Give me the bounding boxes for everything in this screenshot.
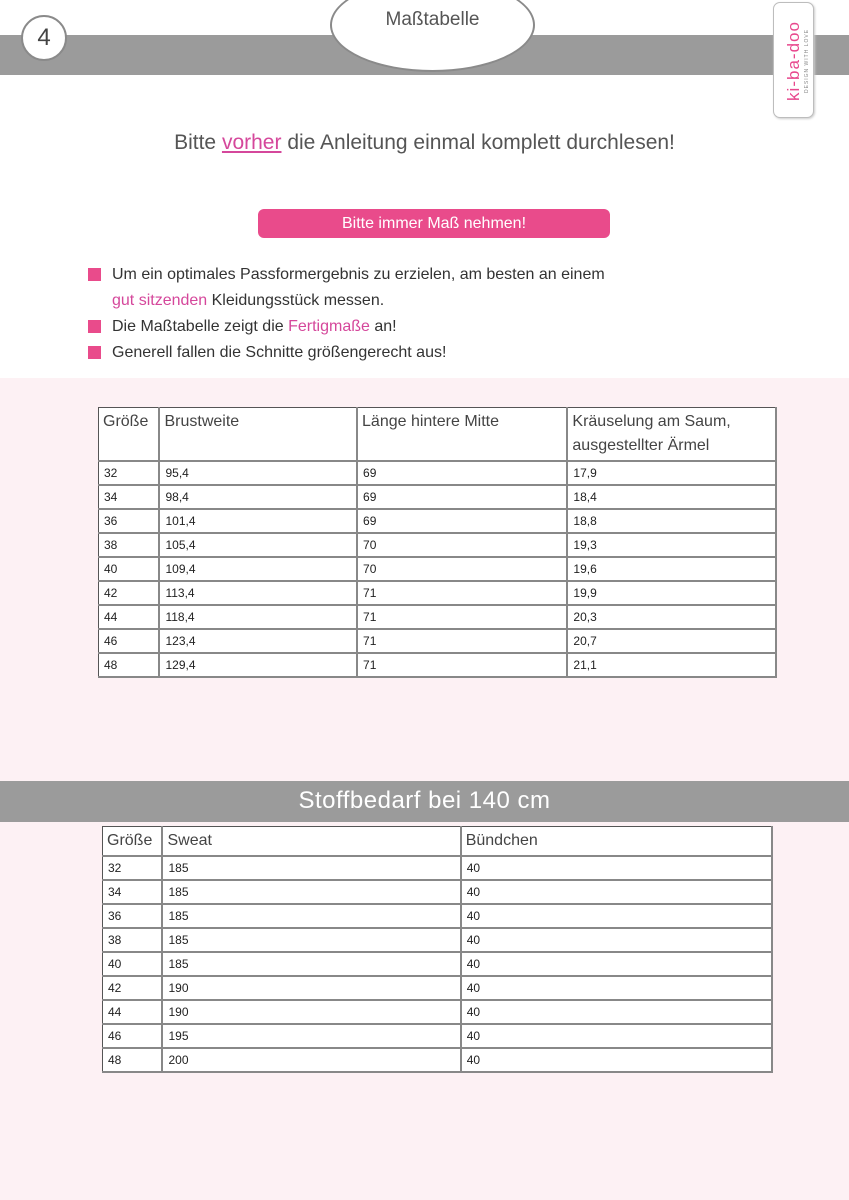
table-cell: 105,4	[159, 533, 357, 557]
intro-highlight: vorher	[221, 131, 282, 154]
column-header: Kräuselung am Saum, ausgestellter Ärmel	[567, 408, 776, 462]
table-cell: 71	[357, 653, 567, 677]
table-cell: 190	[162, 1000, 460, 1024]
table-cell: 70	[357, 533, 567, 557]
table-row	[103, 928, 773, 952]
column-header: Brustweite	[159, 408, 357, 462]
table-cell: 185	[162, 928, 460, 952]
table-cell: 44	[99, 605, 160, 629]
bullet-item: Um ein optimales Passformergebnis zu erzielen, am besten an einem gut sitzenden Kleidungsstück messen.	[88, 262, 605, 314]
table-row	[99, 629, 777, 653]
measure-reminder-pill: Bitte immer Maß nehmen!	[258, 209, 610, 238]
brand-logo	[773, 2, 814, 118]
column-header: Bündchen	[461, 827, 772, 857]
table-cell: 40	[461, 928, 772, 952]
page-title: Maßtabelle	[385, 9, 480, 30]
table-row	[103, 952, 773, 976]
table-cell: 48	[103, 1048, 163, 1072]
table-row	[103, 880, 773, 904]
table-cell: 40	[461, 856, 772, 880]
logo-text: ki-ba-doo	[784, 21, 803, 101]
column-header: Größe	[99, 408, 160, 462]
table-cell: 46	[103, 1024, 163, 1048]
table-row	[103, 904, 773, 928]
table-cell: 190	[162, 976, 460, 1000]
table-cell: 18,4	[567, 485, 776, 509]
table-cell: 19,3	[567, 533, 776, 557]
table-cell: 44	[103, 1000, 163, 1024]
table-cell: 20,3	[567, 605, 776, 629]
table-cell: 40	[461, 904, 772, 928]
table-row	[99, 485, 777, 509]
fabric-table	[102, 826, 773, 1073]
table-cell: 185	[162, 904, 460, 928]
table-cell: 17,9	[567, 461, 776, 485]
table-cell: 20,7	[567, 629, 776, 653]
bullet-item: Die Maßtabelle zeigt die Fertigmaße an!	[88, 314, 605, 340]
table-cell: 70	[357, 557, 567, 581]
table-cell: 98,4	[159, 485, 357, 509]
table-cell: 185	[162, 952, 460, 976]
table-cell: 21,1	[567, 653, 776, 677]
intro-sentence	[0, 131, 849, 155]
logo-tagline: DESIGN WITH LOVE	[804, 28, 810, 94]
pink-square-icon	[88, 346, 101, 359]
table-row	[99, 509, 777, 533]
table-cell: 40	[461, 1000, 772, 1024]
table-cell: 19,6	[567, 557, 776, 581]
table-cell: 48	[99, 653, 160, 677]
table-row	[99, 581, 777, 605]
bullet-highlight: gut sitzenden	[112, 292, 208, 309]
table-cell: 129,4	[159, 653, 357, 677]
table-cell: 69	[357, 461, 567, 485]
table-row	[103, 976, 773, 1000]
table-cell: 195	[162, 1024, 460, 1048]
table-cell: 185	[162, 880, 460, 904]
page-number: 4	[21, 15, 67, 61]
table-row	[99, 461, 777, 485]
table-cell: 71	[357, 581, 567, 605]
table-cell: 19,9	[567, 581, 776, 605]
table-cell: 40	[99, 557, 160, 581]
pink-square-icon	[88, 268, 101, 281]
table-cell: 40	[103, 952, 163, 976]
table-cell: 118,4	[159, 605, 357, 629]
column-header: Größe	[103, 827, 163, 857]
table-cell: 101,4	[159, 509, 357, 533]
table-row	[99, 557, 777, 581]
table-cell: 34	[103, 880, 163, 904]
table-cell: 200	[162, 1048, 460, 1072]
table-row	[99, 653, 777, 677]
table-header-row	[103, 827, 773, 857]
table-cell: 71	[357, 629, 567, 653]
table-cell: 109,4	[159, 557, 357, 581]
table-cell: 38	[103, 928, 163, 952]
column-header: Sweat	[162, 827, 460, 857]
table-cell: 34	[99, 485, 160, 509]
table-cell: 40	[461, 976, 772, 1000]
table-cell: 40	[461, 880, 772, 904]
table-cell: 32	[99, 461, 160, 485]
table-row	[103, 856, 773, 880]
table-cell: 42	[103, 976, 163, 1000]
table-cell: 40	[461, 952, 772, 976]
table-row	[99, 605, 777, 629]
pink-square-icon	[88, 320, 101, 333]
table-cell: 185	[162, 856, 460, 880]
table-cell: 69	[357, 509, 567, 533]
table-cell: 113,4	[159, 581, 357, 605]
bullet-highlight: Fertigmaße	[288, 318, 370, 335]
table-cell: 71	[357, 605, 567, 629]
table-cell: 95,4	[159, 461, 357, 485]
intro-before: Bitte	[174, 131, 222, 154]
table-cell: 123,4	[159, 629, 357, 653]
table-cell: 42	[99, 581, 160, 605]
table-row	[103, 1048, 773, 1072]
table-cell: 32	[103, 856, 163, 880]
column-header: Länge hintere Mitte	[357, 408, 567, 462]
table-cell: 18,8	[567, 509, 776, 533]
table-cell: 69	[357, 485, 567, 509]
bullet-list	[88, 262, 605, 366]
table-cell: 40	[461, 1024, 772, 1048]
fabric-section-title: Stoffbedarf bei 140 cm	[298, 787, 551, 814]
measure-table	[98, 407, 777, 678]
table-cell: 36	[99, 509, 160, 533]
table-header-row	[99, 408, 777, 462]
bullet-item: Generell fallen die Schnitte größengerecht aus!	[88, 340, 605, 366]
table-cell: 40	[461, 1048, 772, 1072]
table-row	[103, 1024, 773, 1048]
table-row	[99, 533, 777, 557]
table-cell: 46	[99, 629, 160, 653]
intro-after: die Anleitung einmal komplett durchlesen!	[281, 131, 675, 154]
table-row	[103, 1000, 773, 1024]
table-cell: 36	[103, 904, 163, 928]
table-cell: 38	[99, 533, 160, 557]
